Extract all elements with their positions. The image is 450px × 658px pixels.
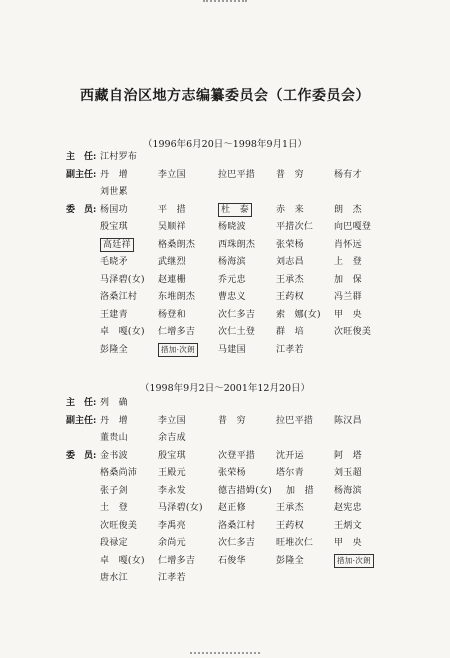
boxed-member-name: 杜 泰 <box>218 203 252 217</box>
member-name: 旺堆次仁 <box>276 538 314 548</box>
member-name: 王药权 <box>276 520 304 531</box>
member-name: 马建国 <box>218 344 246 355</box>
page-title: 西藏自治区地方志编纂委员会（工作委员会） <box>80 88 370 104</box>
member-name: 殷宝琪 <box>158 450 186 461</box>
member-name: 列 确 <box>100 398 128 408</box>
member-name: 西珠朗杰 <box>218 239 256 250</box>
member-name: 杨海滨 <box>218 257 246 267</box>
member-row <box>66 535 396 553</box>
member-name: 张荣杨 <box>276 239 304 250</box>
member-row <box>66 395 396 413</box>
member-name: 毛晓矛 <box>100 257 128 267</box>
role-member-label: 委 员: <box>66 450 97 461</box>
member-name: 江村罗布 <box>100 152 138 162</box>
member-name: 杨海滨 <box>334 485 362 496</box>
member-row <box>66 307 396 325</box>
member-row <box>66 289 396 307</box>
member-name: 次登平措 <box>218 450 256 461</box>
member-name: 赵正修 <box>218 503 246 513</box>
member-row <box>66 483 396 501</box>
member-name: 洛桑江村 <box>218 520 256 531</box>
member-name: 段禄定 <box>100 538 128 548</box>
member-name: 杨有才 <box>334 169 362 180</box>
period-1-label: （1996年6月20日～1998年9月1日） <box>142 139 308 150</box>
member-name: 余尚元 <box>158 538 186 548</box>
member-name: 王建青 <box>100 309 128 320</box>
member-name: 赵連栅 <box>158 274 186 285</box>
role-vice-chair-label: 副主任: <box>66 415 97 426</box>
member-name: 拉巴平措 <box>276 415 314 426</box>
member-name: 德吉措姆(女) <box>218 485 273 496</box>
member-row <box>66 342 396 360</box>
member-row <box>66 324 396 342</box>
member-name: 唐水江 <box>100 573 128 583</box>
member-row <box>66 184 396 202</box>
member-row <box>66 219 396 237</box>
member-name: 曹忠义 <box>218 292 246 302</box>
member-name: 格桑朗杰 <box>158 239 196 250</box>
member-name: 金书波 <box>100 450 128 461</box>
member-name: 余吉成 <box>158 433 186 443</box>
bottom-page-mark <box>190 652 260 658</box>
member-name: 冯兰群 <box>334 292 362 302</box>
member-name: 沈开运 <box>276 450 304 461</box>
member-row <box>66 500 396 518</box>
member-name: 董贵山 <box>100 433 128 443</box>
member-name: 江孝若 <box>158 573 186 583</box>
period-1-section <box>66 149 396 359</box>
member-name: 乔元忠 <box>218 274 246 285</box>
member-name: 杨晓波 <box>218 222 246 232</box>
member-name: 赤 来 <box>276 204 304 215</box>
member-row <box>66 149 396 167</box>
member-name: 拉巴平措 <box>218 169 256 180</box>
member-name: 洛桑江村 <box>100 292 138 302</box>
member-name: 普 穷 <box>276 169 304 180</box>
member-name: 刘世累 <box>100 187 128 197</box>
member-name: 向巴嘎登 <box>334 222 372 232</box>
member-row <box>66 202 396 220</box>
boxed-member-name: 措加·次朗 <box>158 343 198 357</box>
member-name: 甲 央 <box>334 538 362 548</box>
member-name: 次仁多吉 <box>218 309 256 320</box>
member-row <box>66 430 396 448</box>
member-name: 赵宪忠 <box>334 503 362 513</box>
member-name: 彭隆全 <box>276 555 304 566</box>
member-name: 杨国功 <box>100 204 128 215</box>
member-name: 平措次仁 <box>276 222 314 232</box>
member-name: 上 登 <box>334 257 362 267</box>
member-name: 张荣杨 <box>218 468 246 478</box>
member-name: 张子剑 <box>100 485 128 496</box>
member-name: 丹 增 <box>100 415 128 426</box>
member-row <box>66 167 396 185</box>
member-name: 王承杰 <box>276 274 304 285</box>
member-name: 李禹亮 <box>158 520 186 531</box>
member-name: 马泽碧(女) <box>158 503 203 513</box>
boxed-member-name: 高廷祥 <box>100 238 134 252</box>
member-row <box>66 237 396 255</box>
member-name: 刘玉超 <box>334 468 362 478</box>
member-name: 彭隆全 <box>100 344 128 355</box>
member-name: 次仁多吉 <box>218 538 256 548</box>
top-page-mark <box>203 0 247 6</box>
member-name: 江孝若 <box>276 344 304 355</box>
boxed-member-name: 措加·次朗 <box>334 554 374 568</box>
member-name: 李立国 <box>158 169 186 180</box>
member-name: 李永发 <box>158 485 186 496</box>
period-2-label: （1998年9月2日～2001年12月20日） <box>139 383 311 394</box>
member-name: 卓 嘎(女) <box>100 555 145 566</box>
member-name: 武继烈 <box>158 257 186 267</box>
member-name: 格桑尚沛 <box>100 468 138 478</box>
member-name: 次仁土登 <box>218 327 256 337</box>
member-name: 朗 杰 <box>334 204 362 215</box>
member-row <box>66 465 396 483</box>
member-name: 仁增多吉 <box>158 555 196 566</box>
member-name: 陈汉昌 <box>334 415 362 426</box>
member-name: 丹 增 <box>100 169 128 180</box>
member-name: 王炳文 <box>334 520 362 531</box>
member-row <box>66 413 396 431</box>
member-name: 王承杰 <box>276 503 304 513</box>
member-name: 刘志昌 <box>276 257 304 267</box>
member-name: 次旺俊美 <box>334 327 372 337</box>
member-row <box>66 448 396 466</box>
member-name: 马泽碧(女) <box>100 274 145 285</box>
member-name: 肖怀远 <box>334 239 362 250</box>
member-name: 普 穷 <box>218 415 246 426</box>
member-name: 石俊华 <box>218 555 246 566</box>
member-name: 王殿元 <box>158 468 186 478</box>
member-name: 仁增多吉 <box>158 327 196 337</box>
member-name: 土 登 <box>100 503 128 513</box>
member-name: 殷宝琪 <box>100 222 128 232</box>
member-name: 阿 塔 <box>334 450 362 461</box>
member-name: 杨登和 <box>158 309 186 320</box>
member-name: 甲 央 <box>334 309 362 320</box>
role-vice-chair-label: 副主任: <box>66 169 97 180</box>
role-chair-label: 主 任: <box>66 398 97 408</box>
member-name: 李立国 <box>158 415 186 426</box>
period-2-section <box>66 395 396 588</box>
member-name: 索 娜(女) <box>276 309 321 320</box>
member-row <box>66 518 396 536</box>
role-member-label: 委 员: <box>66 204 97 215</box>
member-row <box>66 272 396 290</box>
member-row <box>66 553 396 571</box>
member-name: 塔尔青 <box>276 468 304 478</box>
member-row <box>66 254 396 272</box>
member-name: 王药权 <box>276 292 304 302</box>
member-name: 加 保 <box>334 274 362 285</box>
member-name: 平 措 <box>158 204 186 215</box>
role-chair-label: 主 任: <box>66 152 97 162</box>
member-name: 吴顺祥 <box>158 222 186 232</box>
member-row <box>66 570 396 588</box>
member-name: 卓 嘎(女) <box>100 327 145 337</box>
member-name: 次旺俊美 <box>100 520 138 531</box>
member-name: 加 措 <box>286 485 314 496</box>
member-name: 东堆朗杰 <box>158 292 196 302</box>
member-name: 群 培 <box>276 327 304 337</box>
